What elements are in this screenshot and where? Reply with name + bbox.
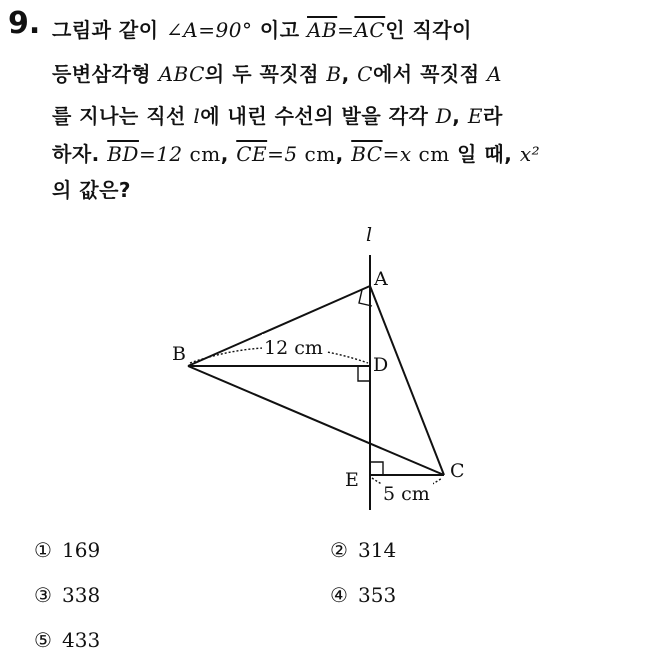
question-number: 9.	[8, 6, 41, 41]
choice-3[interactable]	[34, 583, 100, 607]
question-text-segment: C	[357, 62, 373, 86]
choice-2-value: 314	[358, 538, 397, 562]
label-c: C	[450, 460, 465, 482]
choice-1-mark: ①	[34, 538, 52, 562]
choice-5-value: 433	[62, 628, 101, 652]
question-text-segment: A	[487, 62, 502, 86]
question-text-segment: D	[435, 104, 453, 128]
question-text-segment: cm	[297, 142, 336, 166]
segment-bc	[188, 366, 444, 475]
question-text-segment: l	[193, 104, 201, 128]
question-text-segment: 에서 꼭짓점	[372, 62, 488, 86]
question-text-segment: 의 두 꼭짓점	[204, 62, 327, 86]
question-text-segment: $\overline{BC}$	[351, 142, 383, 166]
question-text-segment: 를 지나는 직선	[52, 104, 194, 128]
question-text-segment: cm	[411, 142, 450, 166]
question-text-segment: 인 직각이	[385, 18, 472, 42]
question-text-segment: ,	[220, 142, 237, 166]
question-text-segment: E	[467, 104, 483, 128]
question-text-segment: 에 내린 수선의 발을 각각	[200, 104, 436, 128]
segment-ac	[370, 286, 444, 475]
label-e: E	[345, 469, 359, 491]
question-text-segment: ,	[452, 104, 468, 128]
label-l: l	[366, 224, 373, 246]
choice-4-value: 353	[358, 583, 397, 607]
question-text-segment: 의 값은?	[52, 178, 132, 202]
label-bd-length: 12 cm	[264, 337, 323, 359]
label-ce-length: 5 cm	[383, 483, 430, 505]
question-text-segment: $\overline{BD}$	[107, 142, 139, 166]
question-text-segment: =5	[267, 142, 298, 166]
question-text-segment: 하자.	[52, 142, 108, 166]
question-text-segment: 등변삼각형	[52, 62, 159, 86]
right-angle-mark-e	[370, 462, 383, 475]
question-text-segment: ∠A=90°	[166, 18, 253, 42]
choice-3-value: 338	[62, 583, 101, 607]
question-text-segment: ABC	[158, 62, 205, 86]
question-text-segment: B	[326, 62, 342, 86]
question-text-segment: 그림과 같이	[52, 18, 167, 42]
question-text-segment: ,	[341, 62, 358, 86]
question-text-segment: =12	[138, 142, 183, 166]
choice-1[interactable]	[34, 538, 100, 562]
choice-5-mark: ⑤	[34, 628, 52, 652]
label-d: D	[373, 354, 389, 376]
question-text-segment: $\overline{AB}$	[307, 18, 338, 42]
question-text-segment: $\overline{AC}$	[354, 18, 386, 42]
choice-2-mark: ②	[330, 538, 348, 562]
choice-4-mark: ④	[330, 583, 348, 607]
label-a: A	[374, 268, 388, 290]
question-text-segment: 이고	[252, 18, 308, 42]
choice-1-value: 169	[62, 538, 101, 562]
choice-5[interactable]	[34, 628, 100, 652]
right-angle-mark-d	[358, 366, 370, 381]
choice-2[interactable]	[330, 538, 396, 562]
question-text-segment: ,	[335, 142, 352, 166]
question-text-segment: cm	[182, 142, 221, 166]
question-text-segment: x²	[519, 142, 541, 166]
choice-3-mark: ③	[34, 583, 52, 607]
question-text-segment: =x	[382, 142, 412, 166]
question-text-segment: $\overline{CE}$	[236, 142, 268, 166]
question-text-segment: 라	[482, 104, 503, 128]
choice-4[interactable]	[330, 583, 396, 607]
question-text-segment: =	[337, 18, 355, 42]
label-b: B	[172, 343, 186, 365]
question-text-segment: 일 때,	[449, 142, 520, 166]
